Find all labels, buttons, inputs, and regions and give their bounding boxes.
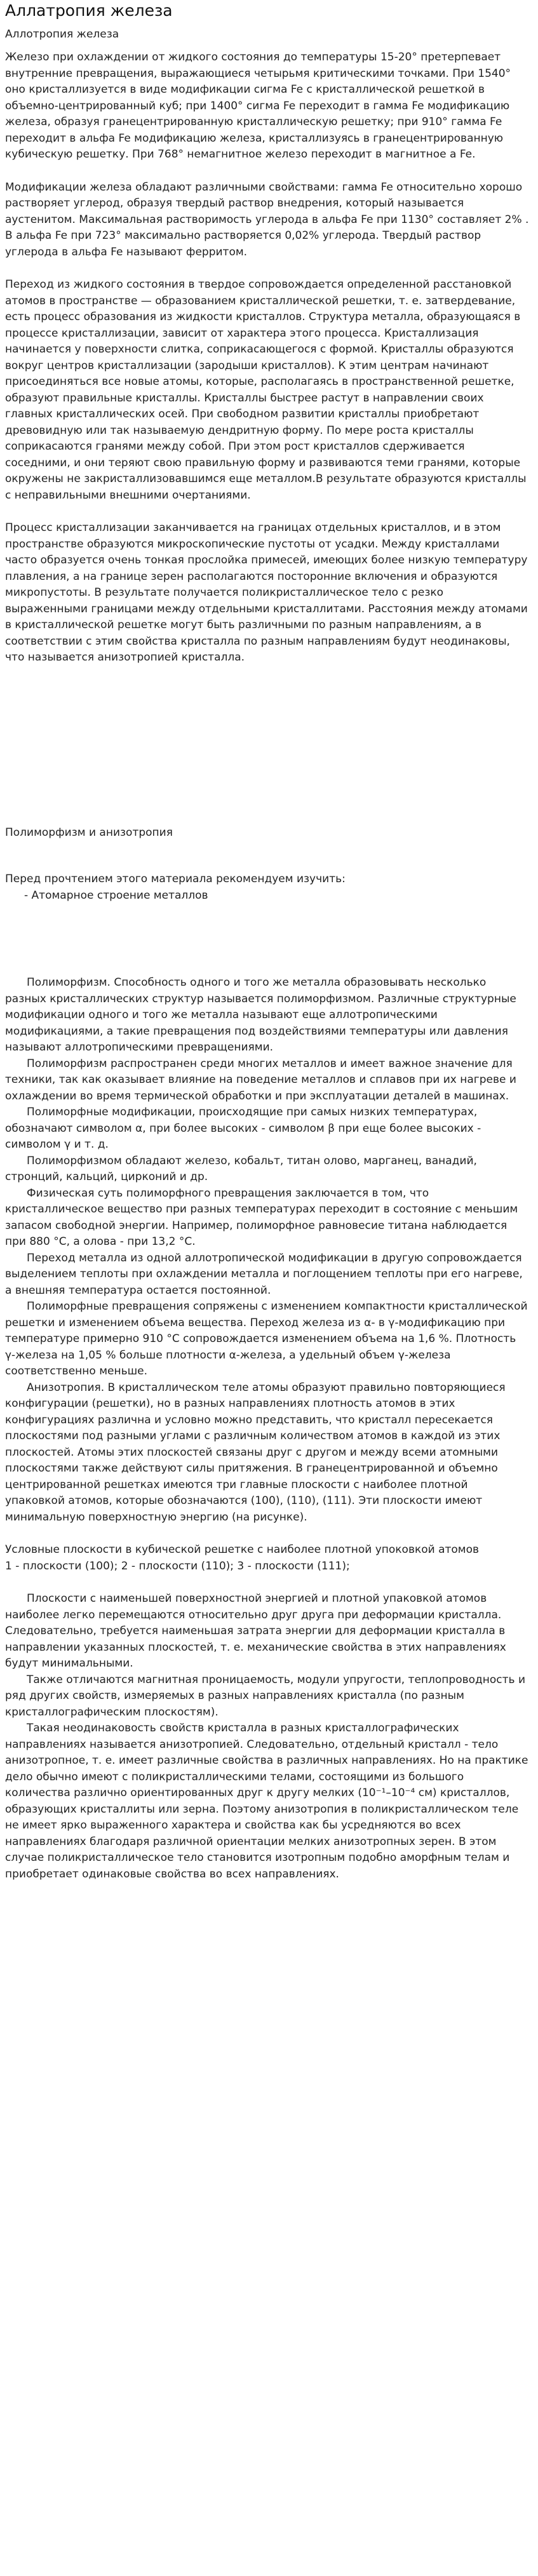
paragraph-low-energy-planes: Плоскости с наименьшей поверхностной энергией и плотной упаковкой атомов наиболее легко перемещаются относительно друг друга при деформации кристалла. Следовательно, требуется наименьшая затрата энергии для деформации кристалла в направлении указанных плоскостей, т. е. механические свойства в этих направлениях будут минимальными.	[5, 1592, 506, 1670]
paragraph-polymorphism-importance: Полиморфизм распространен среди многих металлов и имеет важное значение для техники, так как оказывает влияние на поведение металлов и сплавов при их нагреве и охлаждении во время термической обработки и при эксплуатации деталей в машинах.	[5, 1057, 516, 1103]
paragraph-heat-exchange: Переход металла из одной аллотропической модификации в другую сопровождается выделением теплоты при охлаждении металла и поглощением теплоты при его нагреве, а внешняя температура остается постоянной.	[5, 1251, 523, 1297]
paragraph-anisotropy-def: Такая неодинаковость свойств кристалла в разных кристаллографических направлениях называется анизотропией. Следовательно, отдельный кристалл - тело анизотропное, т. е. имеет различные свойства в различных направлениях. Но на практике дело обычно имеют с поликристаллическими телами, состоящими из большого количества различно ориентированных друг к другу мелких (10⁻¹–10⁻⁴ см) кристаллов, образующих кристаллиты или зерна. Поэтому анизотропия в поликристаллическом теле не имеет ярко выраженного характера и свойства как бы усредняются во всех направлениях благодаря различной ориентации мелких анизотропных зерен. В этом случае поликристаллическое тело становится изотропным подобно аморфным телам и приобретает одинаковые свойства во всех направлениях.	[5, 1722, 528, 1881]
paragraph-crystallization: Переход из жидкого состояния в твердое сопровождается определенной расстановкой атомов в пространстве — образованием кристаллической решетки, т. е. затвердевание, есть процесс образования из жидкости кристаллов. Структура металла, образующаяся в процессе кристаллизации, зависит от характера этого процесса. Кристаллизация начинается у поверхности слитка, соприкасающегося с формой. Кристаллы образуются вокруг центров кристаллизации (зародыши кристаллов). К этим центрам начинают присоединяться все новые атомы, которые, располагаясь в пространственной решетке, образуют правильные кристаллы. Кристаллы быстрее растут в направлении своих главных кристаллических осей. При свободном развитии кристаллы приобретают древовидную или так называемую дендритную форму. По мере роста кристаллы соприкасаются гранями между собой. При этом рост кристаллов сдерживается соседними, и они теряют свою правильную форму и развиваются теми гранями, которые окружены не закристаллизовавшимся еще металлом.В результате образуются кристаллы с неправильными внешними очертаниями.	[5, 278, 527, 502]
paragraph-anisotropy-intro: Процесс кристаллизации заканчивается на границах отдельных кристаллов, и в этом пространстве образуются микроскопические пустоты от усадки. Между кристаллами часто образуется очень тонкая прослойка примесей, имеющих более низкую температуру плавления, а на границе зерен располагаются посторонние включения и образуются микропустоты. В результате получается поликристаллическое тело с резко выраженными границами между отдельными кристаллитами. Расстояния между атомами в кристаллической решетке могут быть различными по разным направлениям, а в соответствии с этим свойства кристалла по разным направлениям будут неодинаковы, что называется анизотропией кристалла.	[5, 521, 528, 664]
section-heading-polymorphism: Полиморфизм и анизотропия	[5, 826, 173, 839]
paragraph-polymorphic-metals: Полиморфизмом обладают железо, кобальт, титан олово, марганец, ванадий, стронций, кальций, цирконий и др.	[5, 1154, 477, 1183]
prereq-intro: Перед прочтением этого материала рекомендуем изучить:	[5, 873, 346, 885]
prereq-link-atomic-structure[interactable]: - Атомарное строение металлов	[24, 889, 208, 902]
article	[5, 0, 529, 1882]
page-title: Аллатропия железа	[5, 1, 173, 20]
paragraph-modifications: Модификации железа обладают различными свойствами: гамма Fe относительно хорошо растворяет углерод, образуя твердый раствор внедрения, который называется аустенитом. Максимальная растворимость углерода в альфа Fe при 1130° составляет 2% . В альфа Fe при 723° максимально растворяется 0,02% углерода. Твердый раствор углерода в альфа Fe называют ферритом.	[5, 180, 529, 258]
paragraph-polymorphism-def: Полиморфизм. Способность одного и того же металла образовывать несколько разных кристаллических структур называется полиморфизмом. Различные структурные модификации одного и того же металла называют еще аллотропическими модификациями, а такие превращения под воздействиями температуры или давления называют аллотропическими превращениями.	[5, 976, 516, 1054]
paragraph-volume-change: Полиморфные превращения сопряжены с изменением компактности кристаллической решетки и изменением объема вещества. Переход железа из α- в γ-модификацию при температуре примерно 910 °С сопровождается изменением объема на 1,6 %. Плотность γ-железа на 1,05 % больше плотности α-железа, а удельный объем γ-железа соответственно меньше.	[5, 1300, 528, 1378]
paragraph-polymorphism-symbols: Полиморфные модификации, происходящие при самых низких температурах, обозначают символом α, при более высоких - символом β при еще более высоких - символом γ и т. д.	[5, 1106, 481, 1151]
paragraph-other-properties: Также отличаются магнитная проницаемость, модули упругости, теплопроводность и ряд других свойств, измеряемых в разных направлениях кристалла (по разным кристаллографическим плоскостям).	[5, 1673, 526, 1719]
paragraph-anisotropy: Анизотропия. В кристаллическом теле атомы образуют правильно повторяющиеся конфигурации (решетки), но в разных направлениях плотность атомов в этих конфигурациях различна и условно можно представить, что кристалл пересекается плоскостями под разными углами с различным количеством атомов в каждой из этих плоскостей. Атомы этих плоскостей связаны друг с другом и между всеми атомными плоскостями также действуют силы притяжения. В гранецентрированной и объемно центрированной решетках имеются три главные плоскости с наиболее плотной упаковкой атомов, которые обозначаются (100), (110), (111). Эти плоскости имеют минимальную поверхностную энергию (на рисунке).	[5, 1381, 506, 1524]
figure-caption: Условные плоскости в кубической решетке с наиболее плотной упоковкой атомов	[5, 1543, 480, 1556]
paragraph-phases: Железо при охлаждении от жидкого состояния до температуры 15-20° претерпевает внутренние превращения, выражающиеся четырьмя критическими точками. При 1540° оно кристаллизуется в виде модификации сигма Fe с кристаллической решеткой в объемно-центрированный куб; при 1400° сигма Fe переходит в гамма Fe модификацию железа, образуя гранецентрированную кристаллическую решетку; при 910° гамма Fe переходит в альфа Fe модификацию железа, кристаллизуясь в гранецентрированную кубическую решетку. При 768° немагнитное железо переходит в магнитное а Fe.	[5, 51, 511, 161]
paragraph-physical-essence: Физическая суть полиморфного превращения заключается в том, что кристаллическое вещество при разных температурах переходит в состояние с меньшим запасом свободной энергии. Например, полиморфное равновесие титана наблюдается при 880 °С, а олова - при 13,2 °С.	[5, 1186, 518, 1248]
article-subtitle: Аллотропия железа	[5, 28, 119, 41]
figure-legend: 1 - плоскости (100); 2 - плоскости (110); 3 - плоскости (111);	[5, 1559, 350, 1573]
